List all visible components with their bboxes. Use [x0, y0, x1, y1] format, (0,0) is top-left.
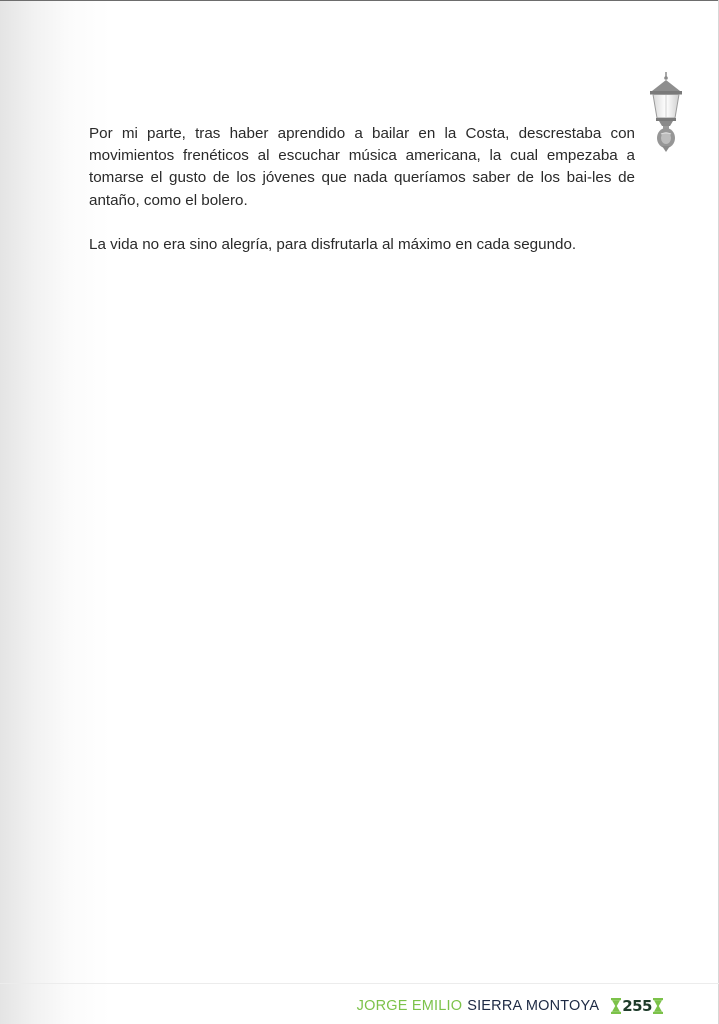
- body-text: [89, 123, 635, 278]
- top-border: [0, 0, 719, 1]
- page-footer: [0, 995, 663, 1017]
- footer-divider: [0, 983, 719, 984]
- paragraph: La vida no era sino alegría, para disfrutarla al máximo en cada segundo.: [89, 235, 577, 253]
- hourglass-icon: [653, 998, 663, 1014]
- author-last-name: SIERRA MONTOYA: [467, 998, 600, 1014]
- street-lamp-icon: [647, 72, 685, 154]
- page-number-box: [611, 997, 663, 1015]
- paragraph: Por mi parte, tras haber aprendido a bailar en la Costa, descrestaba con movimientos frenéticos al escuchar música americana, la cual empezaba a tomarse el gusto de los jóvenes que nada queríamos saber de los bai-les de antaño, como el bolero.: [89, 125, 635, 209]
- author-first-name: JORGE EMILIO: [356, 998, 463, 1014]
- hourglass-icon: [611, 998, 621, 1014]
- page-number: 255: [622, 997, 652, 1015]
